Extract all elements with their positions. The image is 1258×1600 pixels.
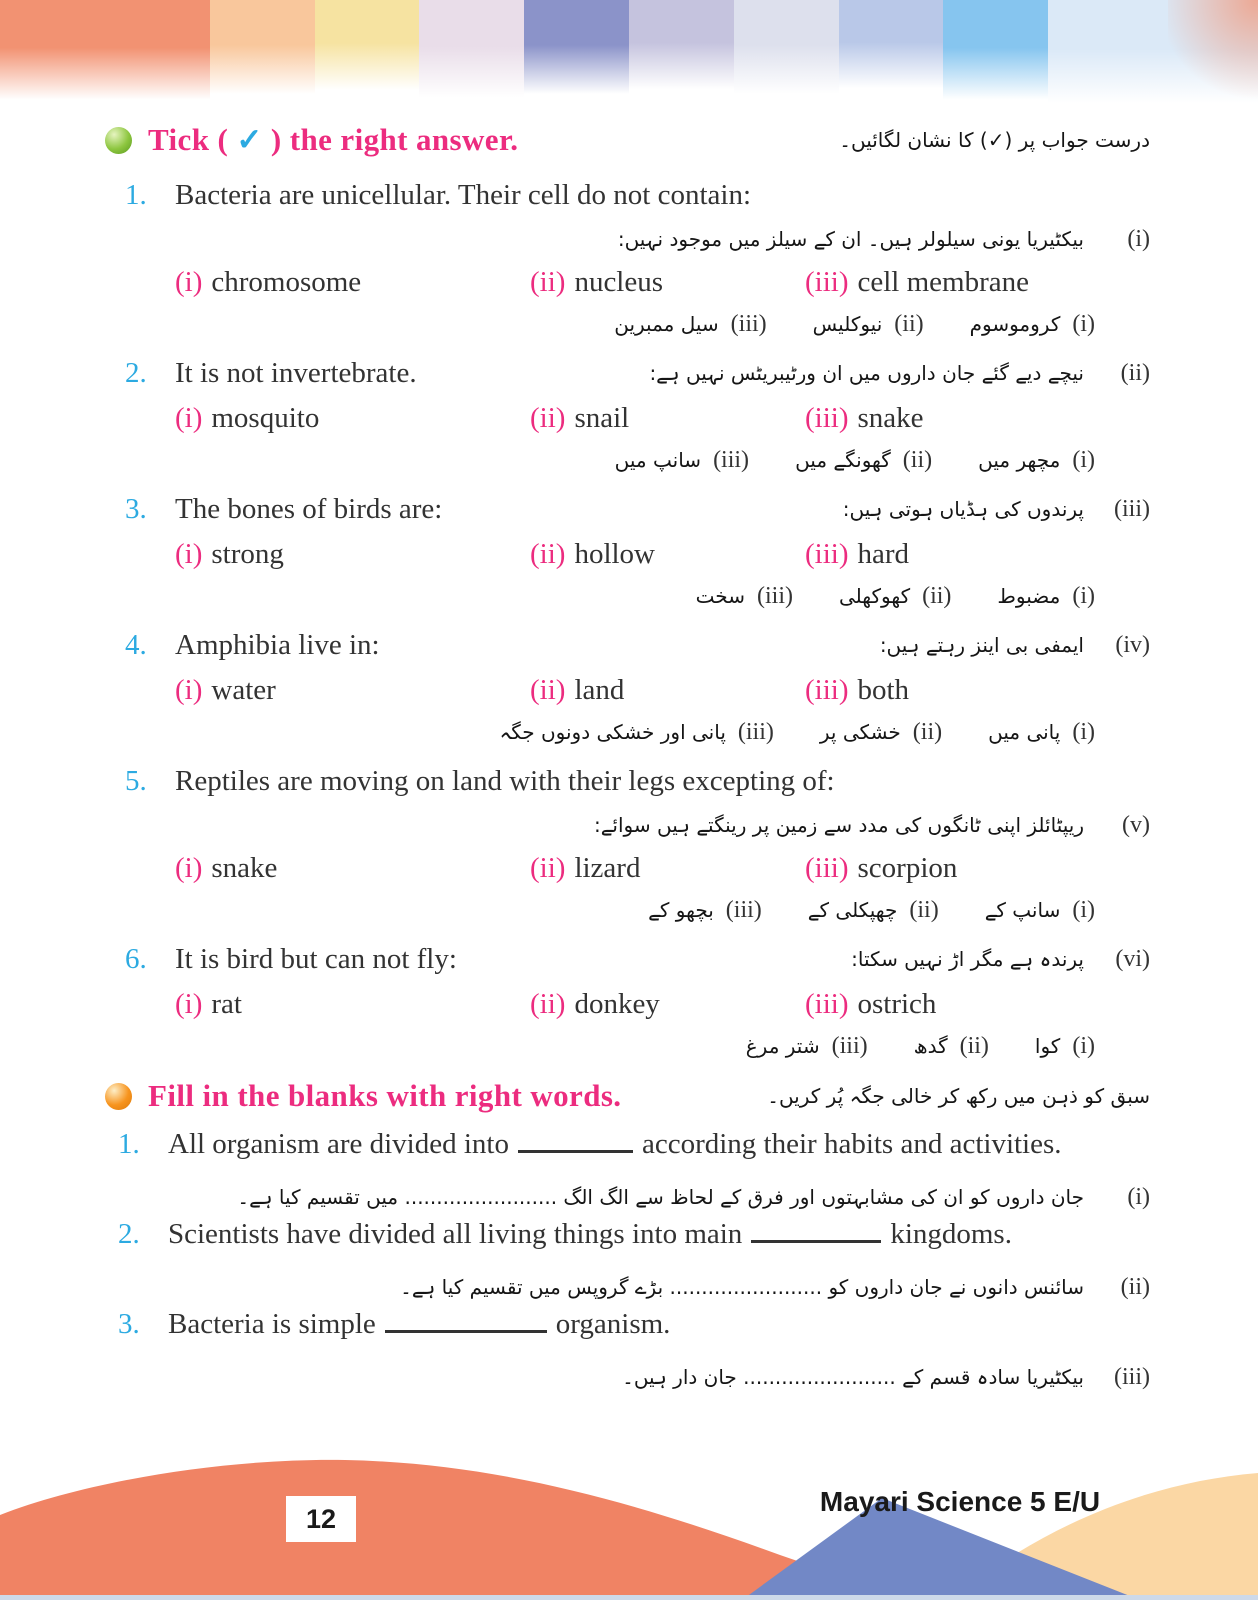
question-text-en: It is not invertebrate. bbox=[175, 356, 417, 389]
option-marker: (iii) bbox=[805, 673, 849, 706]
options-ur bbox=[100, 304, 1150, 344]
option-text: hollow bbox=[574, 537, 655, 570]
option-marker: (ii) bbox=[530, 673, 566, 706]
fill-line bbox=[118, 1128, 1150, 1176]
option-text: snake bbox=[211, 851, 278, 884]
orange-sphere-bullet-icon bbox=[105, 1083, 132, 1110]
item-marker-ur: (ii) bbox=[1120, 1273, 1150, 1300]
option-ur bbox=[648, 897, 762, 924]
option-text: rat bbox=[211, 987, 242, 1020]
question-text-en: Bacteria are unicellular. Their cell do not contain: bbox=[175, 178, 752, 211]
item-text-after: organism. bbox=[555, 1308, 671, 1340]
option-text: ostrich bbox=[857, 987, 937, 1020]
option-ur bbox=[813, 311, 924, 338]
option-ur-text: چھپکلی کے bbox=[807, 898, 898, 922]
option-ur bbox=[746, 1033, 868, 1060]
question-line bbox=[125, 758, 1150, 804]
option-ur bbox=[839, 583, 951, 610]
section-title-text: ) the right answer. bbox=[262, 122, 519, 157]
option-ur-text: کوا bbox=[1034, 1034, 1061, 1058]
question-marker-ur: (vi) bbox=[1115, 945, 1150, 972]
option-ur bbox=[978, 447, 1095, 474]
options-en bbox=[175, 668, 1150, 712]
section-title-text: Tick ( bbox=[148, 122, 237, 157]
option-ur-marker: (iii) bbox=[725, 896, 762, 923]
question-text-ur: پرندوں کی ہڈیاں ہوتی ہیں: bbox=[842, 497, 1084, 521]
option-ur-text: سیل ممبرین bbox=[614, 312, 719, 336]
option-marker: (iii) bbox=[805, 851, 849, 884]
option-ur-marker: (i) bbox=[1072, 718, 1095, 745]
option-text: water bbox=[211, 673, 276, 706]
option-ur-marker: (iii) bbox=[756, 582, 793, 609]
blank-underline bbox=[751, 1234, 881, 1243]
question-text-ur: بیکٹیریا یونی سیلولر ہیں۔ ان کے سیلز میں موجود نہیں: bbox=[617, 227, 1084, 251]
option bbox=[530, 266, 805, 299]
question-text-ur: ایمفی بی اینز رہتے ہیں: bbox=[879, 633, 1084, 657]
option bbox=[805, 852, 1150, 885]
option bbox=[175, 266, 530, 299]
option-marker: (ii) bbox=[530, 987, 566, 1020]
option-marker: (i) bbox=[175, 537, 203, 570]
question-line bbox=[125, 350, 1150, 396]
option bbox=[530, 402, 805, 435]
option-ur-marker: (ii) bbox=[894, 310, 924, 337]
item-marker-ur: (i) bbox=[1127, 1183, 1150, 1210]
option-text: snake bbox=[857, 401, 924, 434]
option-ur-marker: (i) bbox=[1072, 310, 1095, 337]
blank-underline bbox=[518, 1144, 633, 1153]
option bbox=[805, 674, 1150, 707]
option-text: mosquito bbox=[211, 401, 320, 434]
option-ur-marker: (ii) bbox=[909, 896, 939, 923]
option-ur bbox=[914, 1033, 989, 1060]
option-ur bbox=[499, 719, 773, 746]
option-ur-text: مضبوط bbox=[997, 584, 1061, 608]
option bbox=[175, 674, 530, 707]
option-ur bbox=[615, 447, 749, 474]
option-ur-text: خشکی پر bbox=[819, 720, 901, 744]
option-ur bbox=[1035, 1033, 1095, 1060]
question-urdu-line bbox=[125, 218, 1150, 260]
options-ur bbox=[100, 1026, 1150, 1066]
option-ur-text: پانی اور خشکی دونوں جگہ bbox=[499, 720, 726, 744]
question-number: 5. bbox=[125, 764, 147, 797]
option bbox=[530, 674, 805, 707]
footer-bottom-strip bbox=[0, 1595, 1258, 1600]
book-title: Mayari Science 5 E/U bbox=[819, 1486, 1101, 1517]
option bbox=[530, 538, 805, 571]
options-en bbox=[175, 532, 1150, 576]
question-3 bbox=[100, 486, 1150, 616]
question-text-en: Amphibia live in: bbox=[175, 628, 380, 661]
option-ur-text: گدھ bbox=[913, 1034, 948, 1058]
option-ur-marker: (ii) bbox=[902, 446, 933, 473]
option bbox=[805, 266, 1150, 299]
option bbox=[805, 402, 1150, 435]
option-ur-text: کھوکھلی bbox=[838, 584, 911, 608]
option-ur-marker: (iii) bbox=[730, 310, 767, 337]
question-marker-ur: (iii) bbox=[1114, 495, 1150, 522]
fill-urdu-line bbox=[125, 1176, 1150, 1218]
option-ur-marker: (iii) bbox=[737, 718, 774, 745]
option-text: nucleus bbox=[574, 265, 664, 298]
option-ur bbox=[820, 719, 942, 746]
option-marker: (i) bbox=[175, 401, 203, 434]
option-ur-marker: (i) bbox=[1072, 446, 1095, 473]
option-text: scorpion bbox=[857, 851, 958, 884]
option-marker: (ii) bbox=[530, 265, 566, 298]
question-line bbox=[125, 622, 1150, 668]
page-number: 12 bbox=[286, 1496, 356, 1542]
option-ur-marker: (ii) bbox=[912, 718, 943, 745]
option-ur bbox=[795, 447, 932, 474]
option-marker: (iii) bbox=[805, 987, 849, 1020]
option-ur-marker: (iii) bbox=[831, 1032, 868, 1059]
option-ur-marker: (i) bbox=[1072, 1032, 1095, 1059]
question-text-ur: ریپٹائلز اپنی ٹانگوں کی مدد سے زمین پر رینگتے ہیں سوائے: bbox=[593, 813, 1084, 837]
option-ur-text: پانی میں bbox=[988, 720, 1061, 744]
item-text-ur: بیکٹیریا سادہ قسم کے ........................ جان دار ہیں۔ bbox=[622, 1365, 1084, 1389]
footer-waves-art bbox=[0, 1452, 1258, 1600]
section-title: Fill in the blanks with right words. bbox=[148, 1078, 622, 1113]
question-marker-ur: (iv) bbox=[1115, 631, 1150, 658]
option-marker: (iii) bbox=[805, 265, 849, 298]
section-title-urdu: سبق کو ذہن میں رکھ کر خالی جگہ پُر کریں۔ bbox=[767, 1084, 1150, 1108]
item-text-ur: سائنس دانوں نے جان داروں کو ........................ بڑے گروپس میں تقسیم کیا ہے۔ bbox=[400, 1275, 1084, 1299]
section-title bbox=[148, 122, 518, 158]
option bbox=[175, 402, 530, 435]
option-ur-text: سانپ کے bbox=[984, 898, 1061, 922]
question-text-en: It is bird but can not fly: bbox=[175, 942, 457, 975]
options-ur bbox=[100, 712, 1150, 752]
option bbox=[530, 988, 805, 1021]
item-number: 2. bbox=[118, 1218, 140, 1250]
option-ur-text: سانپ میں bbox=[614, 448, 702, 472]
option-ur-text: گھونگے میں bbox=[795, 448, 891, 472]
section-title-urdu: درست جواب پر (✓) کا نشان لگائیں۔ bbox=[839, 128, 1150, 152]
option-ur bbox=[614, 311, 766, 338]
option-ur-text: شتر مرغ bbox=[745, 1034, 820, 1058]
options-en bbox=[175, 982, 1150, 1026]
option-ur-marker: (i) bbox=[1072, 582, 1095, 609]
option-marker: (iii) bbox=[805, 537, 849, 570]
tick-icon: ✓ bbox=[236, 122, 263, 157]
question-marker-ur: (i) bbox=[1127, 225, 1150, 252]
option-text: snail bbox=[574, 401, 630, 434]
item-text-before: Scientists have divided all living things into main bbox=[168, 1218, 743, 1250]
tick-section-heading bbox=[100, 116, 1150, 164]
option-ur-text: کروموسوم bbox=[969, 312, 1061, 336]
option-ur-text: سخت bbox=[695, 584, 745, 608]
option-marker: (i) bbox=[175, 673, 203, 706]
options-en bbox=[175, 846, 1150, 890]
option-ur-marker: (ii) bbox=[959, 1032, 989, 1059]
item-text-before: All organism are divided into bbox=[168, 1128, 509, 1160]
option bbox=[805, 538, 1150, 571]
option bbox=[175, 852, 530, 885]
option-text: hard bbox=[857, 537, 910, 570]
question-2 bbox=[100, 350, 1150, 480]
option-ur-marker: (ii) bbox=[922, 582, 952, 609]
option-text: lizard bbox=[574, 851, 641, 884]
option-marker: (iii) bbox=[805, 401, 849, 434]
option-text: strong bbox=[211, 537, 284, 570]
option-text: donkey bbox=[574, 987, 660, 1020]
fill-item-3 bbox=[100, 1308, 1150, 1398]
options-ur bbox=[100, 890, 1150, 930]
options-en bbox=[175, 396, 1150, 440]
question-marker-ur: (ii) bbox=[1120, 359, 1150, 386]
question-number: 4. bbox=[125, 628, 147, 661]
option-ur-text: بچھو کے bbox=[648, 898, 714, 922]
option bbox=[175, 988, 530, 1021]
fill-line bbox=[118, 1308, 1150, 1356]
options-ur bbox=[100, 440, 1150, 480]
question-1 bbox=[100, 172, 1150, 344]
question-text-ur: پرندہ ہے مگر اڑ نہیں سکتا: bbox=[851, 947, 1084, 971]
blank-underline bbox=[385, 1324, 547, 1333]
item-number: 3. bbox=[118, 1308, 140, 1340]
option-text: both bbox=[857, 673, 910, 706]
option-marker: (ii) bbox=[530, 401, 566, 434]
options-en bbox=[175, 260, 1150, 304]
fill-item-2 bbox=[100, 1218, 1150, 1308]
question-line bbox=[125, 172, 1150, 218]
question-line bbox=[125, 486, 1150, 532]
question-number: 6. bbox=[125, 942, 147, 975]
option-marker: (i) bbox=[175, 851, 203, 884]
question-5 bbox=[100, 758, 1150, 930]
fill-urdu-line bbox=[125, 1266, 1150, 1308]
fill-urdu-line bbox=[125, 1356, 1150, 1398]
option-text: cell membrane bbox=[857, 265, 1029, 298]
option-ur bbox=[988, 719, 1095, 746]
item-number: 1. bbox=[118, 1128, 140, 1160]
option-marker: (i) bbox=[175, 265, 203, 298]
fill-line bbox=[118, 1218, 1150, 1266]
option bbox=[805, 988, 1150, 1021]
option-text: land bbox=[574, 673, 625, 706]
option-ur-marker: (iii) bbox=[713, 446, 750, 473]
option-marker: (ii) bbox=[530, 537, 566, 570]
question-text-ur: نیچے دیے گئے جان داروں میں ان ورٹیبریٹس نہیں ہے: bbox=[649, 361, 1084, 385]
option-ur bbox=[808, 897, 939, 924]
option-marker: (ii) bbox=[530, 851, 566, 884]
option-ur-text: مچھر میں bbox=[978, 448, 1061, 472]
option-text: chromosome bbox=[211, 265, 362, 298]
question-number: 2. bbox=[125, 356, 147, 389]
options-ur bbox=[100, 576, 1150, 616]
fill-item-1 bbox=[100, 1128, 1150, 1218]
option bbox=[530, 852, 805, 885]
item-text-after: according their habits and activities. bbox=[641, 1128, 1062, 1160]
question-text-en: The bones of birds are: bbox=[175, 492, 443, 525]
question-text-en: Reptiles are moving on land with their legs excepting of: bbox=[175, 764, 835, 797]
item-text-after: kingdoms. bbox=[890, 1218, 1012, 1250]
question-urdu-line bbox=[125, 804, 1150, 846]
green-sphere-bullet-icon bbox=[105, 127, 132, 154]
option-ur bbox=[997, 583, 1095, 610]
option bbox=[175, 538, 530, 571]
question-number: 1. bbox=[125, 178, 147, 211]
question-marker-ur: (v) bbox=[1122, 811, 1150, 838]
question-6 bbox=[100, 936, 1150, 1066]
item-marker-ur: (iii) bbox=[1114, 1363, 1150, 1390]
item-text-before: Bacteria is simple bbox=[168, 1308, 376, 1340]
option-ur-text: نیوکلیس bbox=[812, 312, 883, 336]
option-ur bbox=[696, 583, 793, 610]
fill-section-heading bbox=[100, 1072, 1150, 1120]
option-ur bbox=[970, 311, 1095, 338]
option-ur bbox=[985, 897, 1095, 924]
item-text-ur: جان داروں کو ان کی مشابہتوں اور فرق کے لحاظ سے الگ الگ ........................ میں تقسیم کیا ہے۔ bbox=[237, 1185, 1084, 1209]
question-line bbox=[125, 936, 1150, 982]
option-ur-marker: (i) bbox=[1072, 896, 1095, 923]
question-number: 3. bbox=[125, 492, 147, 525]
question-4 bbox=[100, 622, 1150, 752]
option-marker: (i) bbox=[175, 987, 203, 1020]
